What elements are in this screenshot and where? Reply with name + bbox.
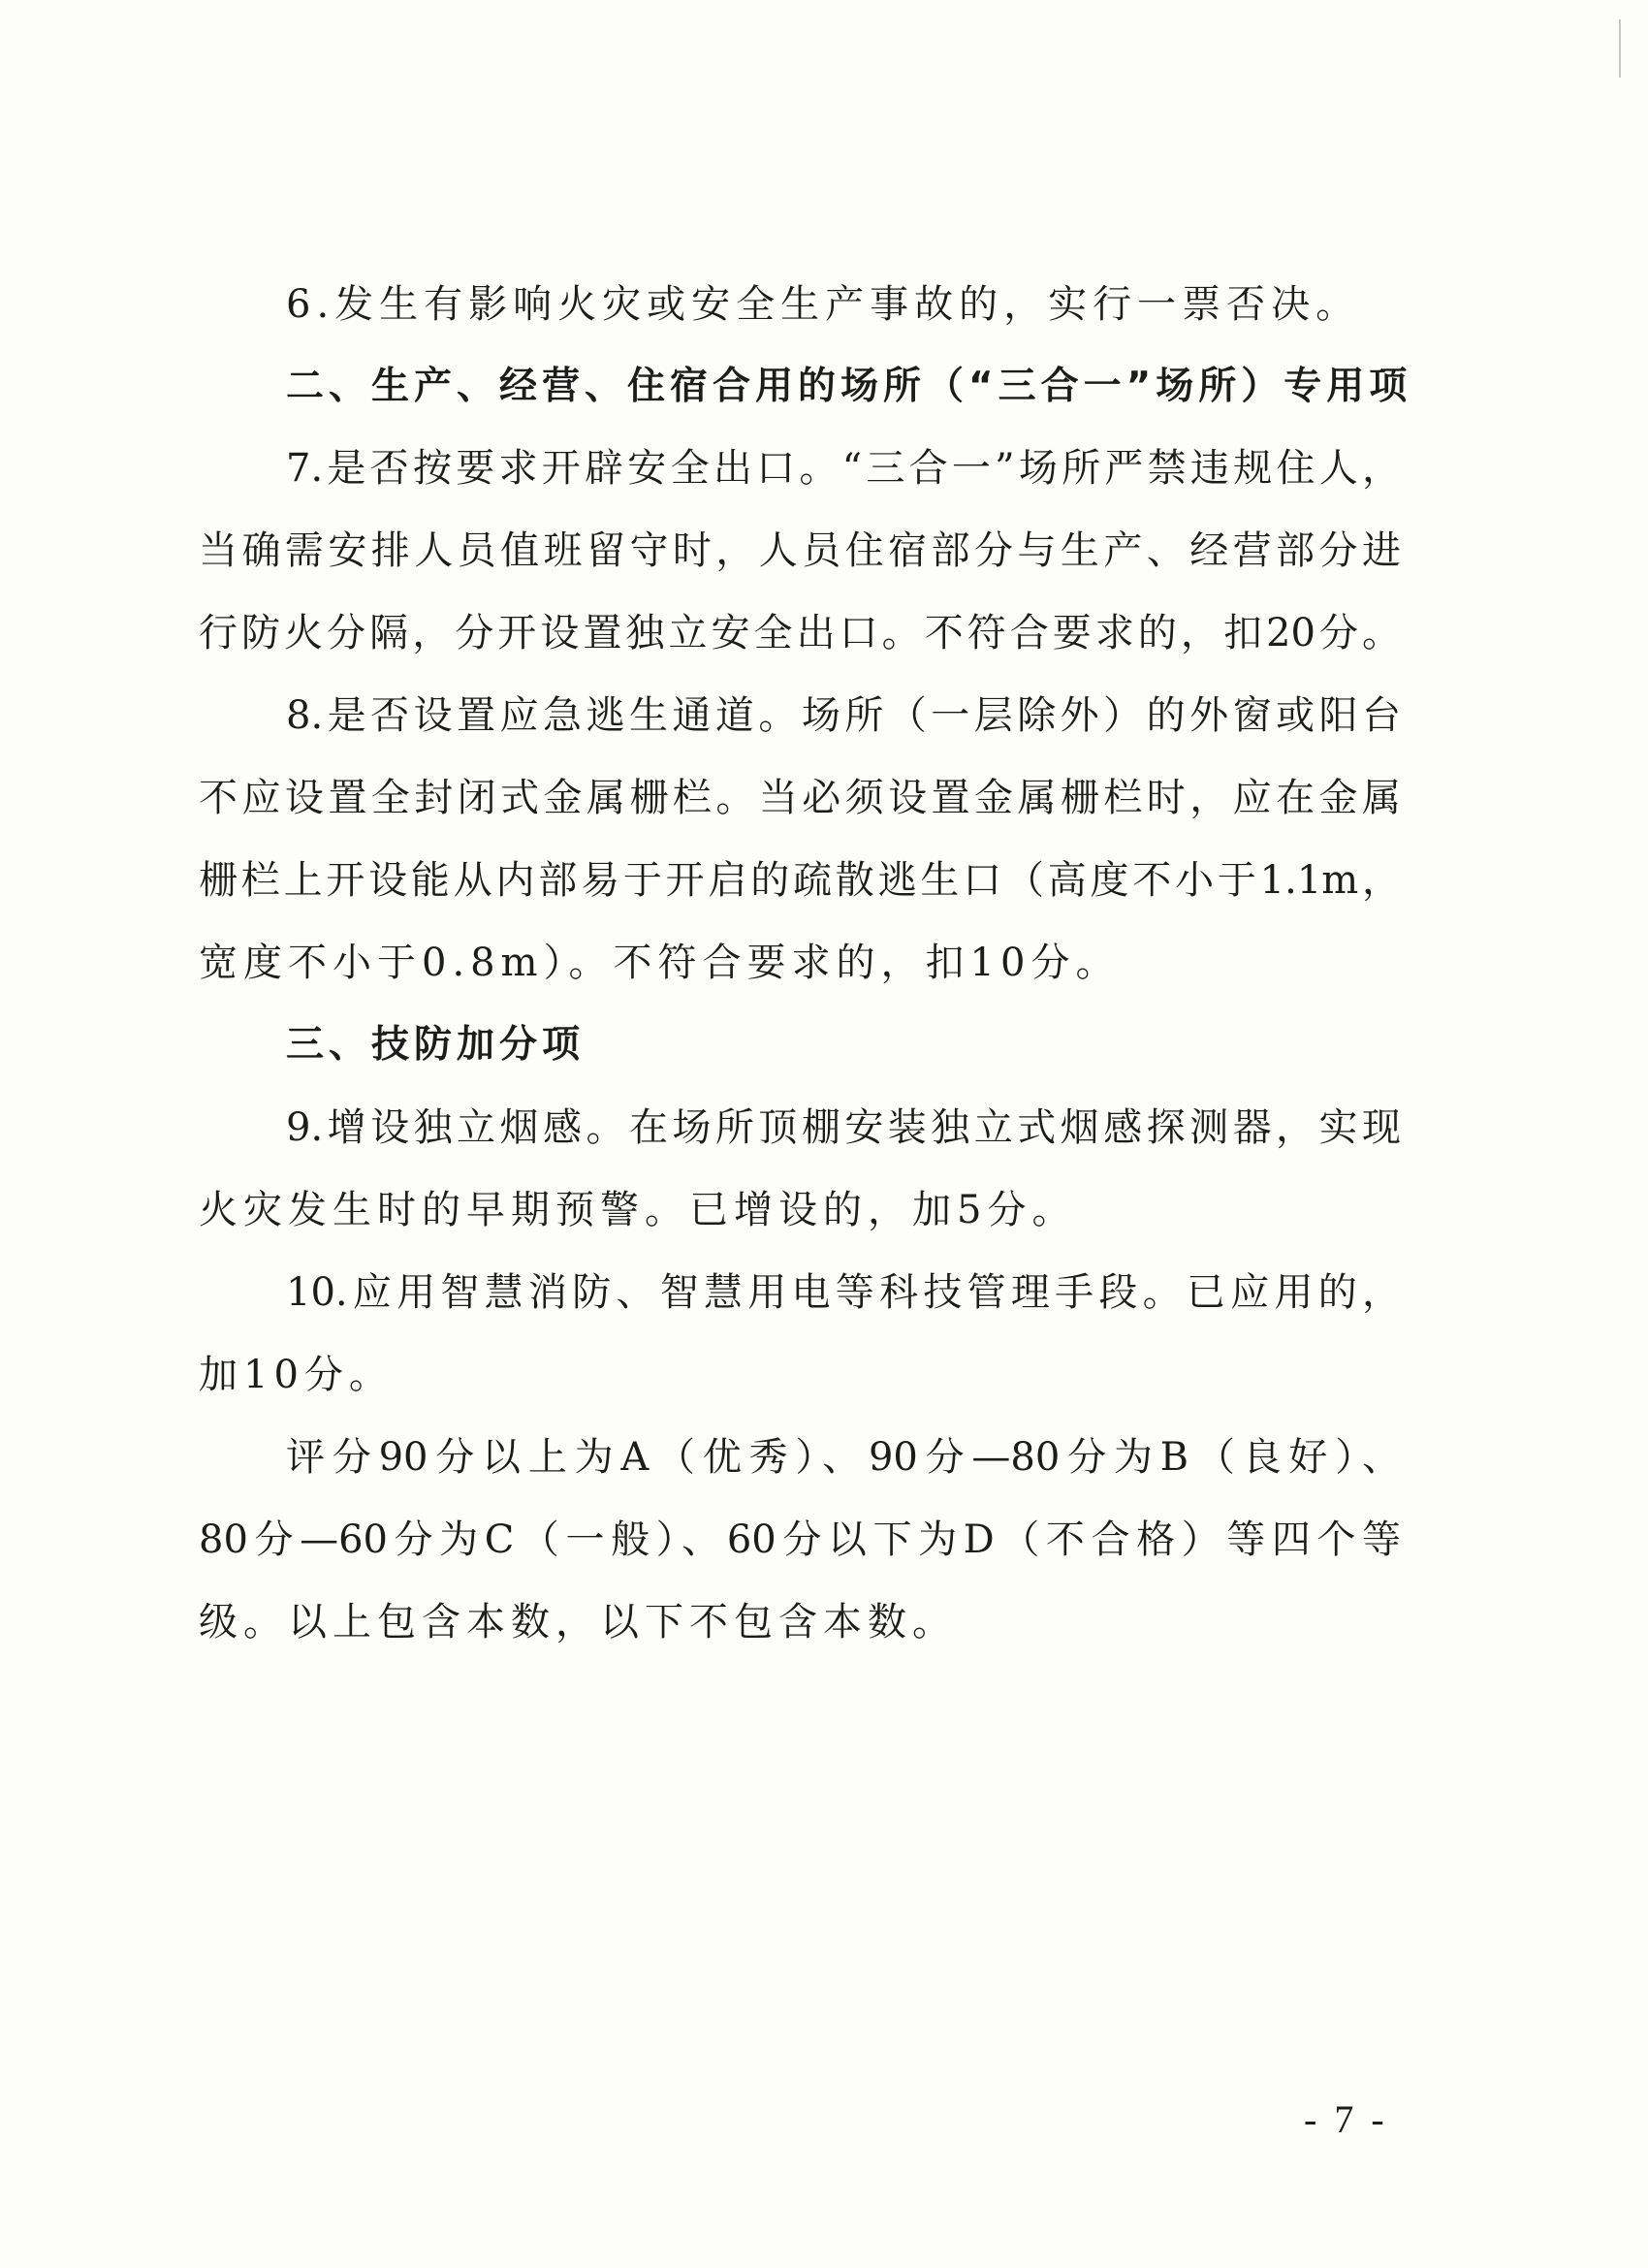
- section-3-heading: 三、技防加分项: [286, 1023, 586, 1067]
- item-9-line-1: 9.增设独立烟感。在场所顶棚安装独立式烟感探测器，实现: [286, 1105, 1401, 1150]
- item-7-line-2: 当确需安排人员值班留守时，人员住宿部分与生产、经营部分进: [199, 528, 1401, 573]
- item-7-line-3: 行防火分隔，分开设置独立安全出口。不符合要求的，扣20分。: [199, 611, 1401, 655]
- item-10-line-1: 10.应用智慧消防、智慧用电等科技管理手段。已应用的，: [286, 1270, 1401, 1315]
- item-8-line-1: 8.是否设置应急逃生通道。场所（一层除外）的外窗或阳台: [286, 693, 1401, 738]
- item-8-line-2: 不应设置全封闭式金属栅栏。当必须设置金属栅栏时，应在金属: [199, 776, 1401, 820]
- grading-line-2: 80分—60分为C（一般）、60分以下为D（不合格）等四个等: [199, 1517, 1401, 1562]
- section-2-heading: 二、生产、经营、住宿合用的场所（“三合一”场所）专用项: [286, 365, 1412, 408]
- item-10-line-2: 加10分。: [199, 1353, 394, 1397]
- grading-line-1: 评分90分以上为A（优秀）、90分—80分为B（良好）、: [286, 1435, 1401, 1480]
- item-7-line-1: 7.是否按要求开辟安全出口。“三合一”场所严禁违规住人，: [286, 446, 1401, 491]
- grading-line-3: 级。以上包含本数，以下不包含本数。: [199, 1600, 957, 1645]
- scan-edge-line: [1619, 19, 1621, 78]
- item-8-line-4: 宽度不小于0.8m）。不符合要求的，扣10分。: [199, 941, 1121, 985]
- item-8-line-3: 栅栏上开设能从内部易于开启的疏散逃生口（高度不小于1.1m，: [199, 858, 1401, 903]
- item-9-line-2: 火灾发生时的早期预警。已增设的，加5分。: [199, 1188, 1077, 1232]
- page-number: - 7 -: [1304, 2097, 1388, 2141]
- item-6-line-1: 6.发生有影响火灾或安全生产事故的，实行一票否决。: [286, 282, 1361, 327]
